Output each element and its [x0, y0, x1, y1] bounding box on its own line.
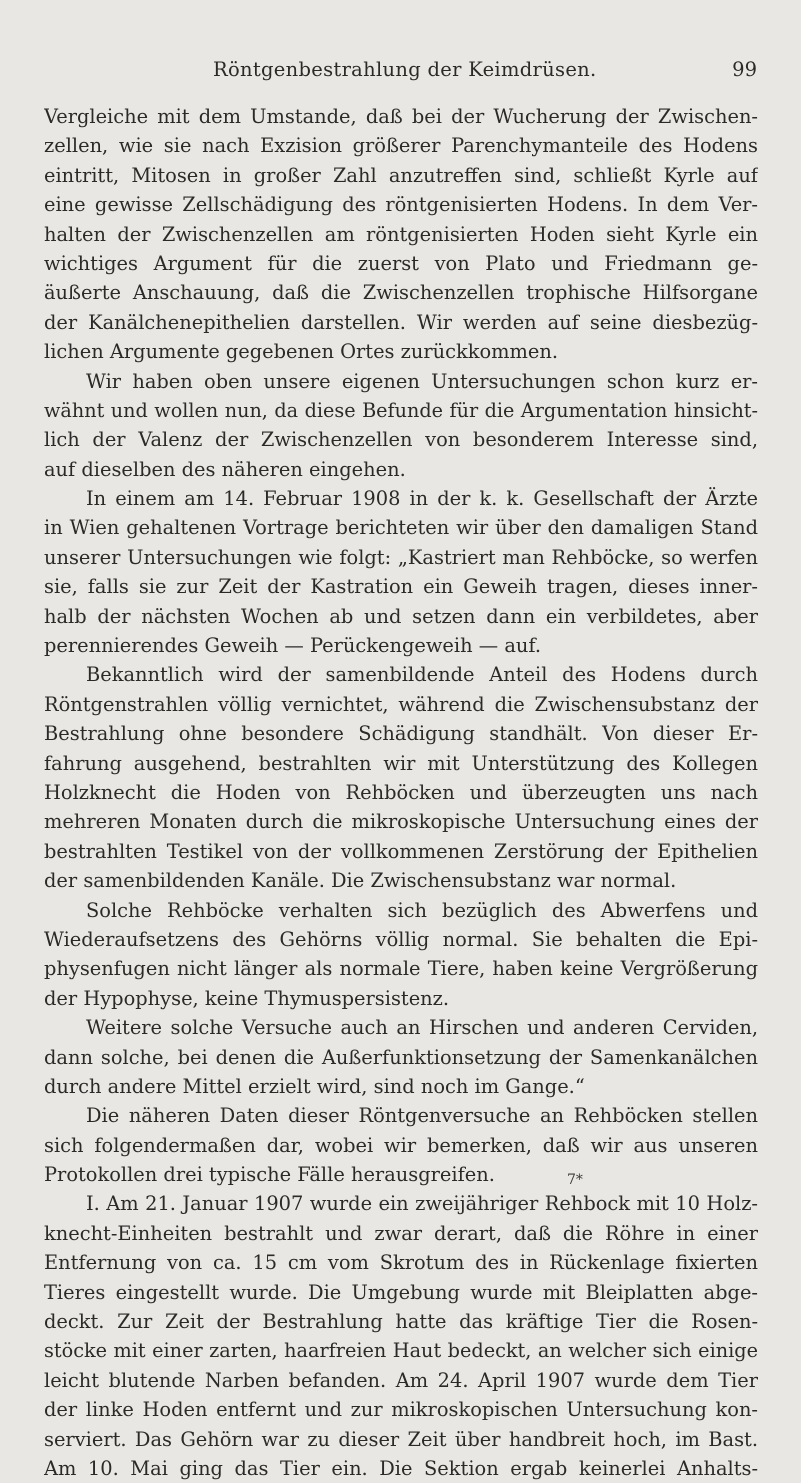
text-line: wichtiges Argument für die zuerst von Plato und Friedmann ge- [44, 251, 758, 275]
text-line: Solche Rehböcke verhalten sich bezüglich des Abwerfens und [86, 898, 758, 922]
text-line: lich der Valenz der Zwischenzellen von besonderem Interesse sind, [44, 428, 758, 452]
text-line: bestrahlten Testikel von der vollkommenen Zerstörung der Epithelien [44, 839, 758, 863]
text-line: auf dieselben des näheren eingehen. [44, 457, 406, 481]
text-line: der linke Hoden entfernt und zur mikroskopischen Untersuchung kon- [44, 1398, 758, 1422]
text-line: in Wien gehaltenen Vortrage berichteten wir über den damaligen Stand [44, 516, 758, 540]
text-line: Wiederaufsetzens des Gehörns völlig normal. Sie behalten die Epi- [44, 927, 758, 951]
text-line: leicht blutende Narben befanden. Am 24. April 1907 wurde dem Tier [44, 1368, 758, 1392]
text-line: äußerte Anschauung, daß die Zwischenzellen trophische Hilfsorgane [44, 281, 758, 305]
text-line: Tieres eingestellt wurde. Die Umgebung wurde mit Bleiplatten abge- [44, 1280, 758, 1304]
text-line: Protokollen drei typische Fälle herausgreifen. [44, 1163, 495, 1187]
text-line: fahrung ausgehend, bestrahlten wir mit Unterstützung des Kollegen [44, 751, 758, 775]
text-line: halten der Zwischenzellen am röntgenisierten Hoden sieht Kyrle ein [44, 222, 758, 246]
text-line: der samenbildenden Kanäle. Die Zwischensubstanz war normal. [44, 869, 677, 893]
text-line: deckt. Zur Zeit der Bestrahlung hatte das kräftige Tier die Rosen- [44, 1310, 758, 1334]
text-line: Vergleiche mit dem Umstande, daß bei der Wucherung der Zwischen- [44, 105, 758, 128]
running-head [0, 58, 801, 88]
text-line: sie, falls sie zur Zeit der Kastration ein Geweih tragen, dieses inner- [44, 575, 758, 599]
text-line: Die näheren Daten dieser Röntgenversuche an Rehböcken stellen [86, 1104, 758, 1128]
text-line: mehreren Monaten durch die mikroskopische Untersuchung eines der [44, 810, 758, 834]
text-line: Weitere solche Versuche auch an Hirschen und anderen Cerviden, [86, 1016, 758, 1040]
body-text [44, 102, 758, 1483]
text-line: In einem am 14. Februar 1908 in der k. k. Gesellschaft der Ärzte [86, 487, 758, 511]
text-line: I. Am 21. Januar 1907 wurde ein zweijähriger Rehbock mit 10 Holz- [86, 1192, 758, 1216]
text-line: Am 10. Mai ging das Tier ein. Die Sektion ergab keinerlei Anhalts- [44, 1456, 758, 1480]
text-line: Röntgenstrahlen völlig vernichtet, während die Zwischensubstanz der [44, 692, 758, 716]
printer-signature-mark: 7* [567, 1172, 583, 1188]
text-line: wähnt und wollen nun, da diese Befunde für die Argumentation hinsicht- [44, 398, 758, 422]
text-line: physenfugen nicht länger als normale Tiere, haben keine Vergrößerung [44, 957, 758, 981]
text-line: zellen, wie sie nach Exzision größerer Parenchymanteile des Hodens [44, 134, 758, 158]
running-title: Röntgenbestrahlung der Keimdrüsen. [213, 58, 597, 81]
page-number: 99 [732, 58, 757, 81]
text-line: stöcke mit einer zarten, haarfreien Haut bedeckt, an welcher sich einige [44, 1339, 758, 1363]
text-line: sich folgendermaßen dar, wobei wir bemerken, daß wir aus unseren [44, 1133, 758, 1157]
text-line: der Kanälchenepithelien darstellen. Wir werden auf seine diesbezüg- [44, 310, 758, 334]
text-line: der Hypophyse, keine Thymuspersistenz. [44, 986, 450, 1010]
text-line: unserer Untersuchungen wie folgt: „Kastriert man Rehböcke, so werfen [44, 545, 758, 569]
text-line: durch andere Mittel erzielt wird, sind noch im Gange.“ [44, 1074, 585, 1098]
text-line: eintritt, Mitosen in großer Zahl anzutreffen sind, schließt Kyrle auf [44, 163, 758, 187]
text-line: perennierendes Geweih — Perückengeweih — auf. [44, 634, 542, 658]
text-line: lichen Argumente gegebenen Ortes zurückkommen. [44, 340, 559, 364]
text-line: dann solche, bei denen die Außerfunktionsetzung der Samenkanälchen [44, 1045, 758, 1069]
text-line: eine gewisse Zellschädigung des röntgenisierten Hodens. In dem Ver- [44, 193, 758, 217]
text-line: Bekanntlich wird der samenbildende Anteil des Hodens durch [86, 663, 758, 687]
text-line: halb der nächsten Wochen ab und setzen dann ein verbildetes, aber [44, 604, 758, 628]
text-line: Holzknecht die Hoden von Rehböcken und überzeugten uns nach [44, 780, 758, 804]
text-line: serviert. Das Gehörn war zu dieser Zeit über handbreit hoch, im Bast. [44, 1427, 758, 1451]
text-line: Wir haben oben unsere eigenen Untersuchungen schon kurz er- [86, 369, 758, 393]
text-line: Entfernung von ca. 15 cm vom Skrotum des in Rückenlage fixierten [44, 1251, 758, 1275]
text-line: knecht-Einheiten bestrahlt und zwar derart, daß die Röhre in einer [44, 1221, 758, 1245]
text-line: Bestrahlung ohne besondere Schädigung standhält. Von dieser Er- [44, 722, 758, 746]
